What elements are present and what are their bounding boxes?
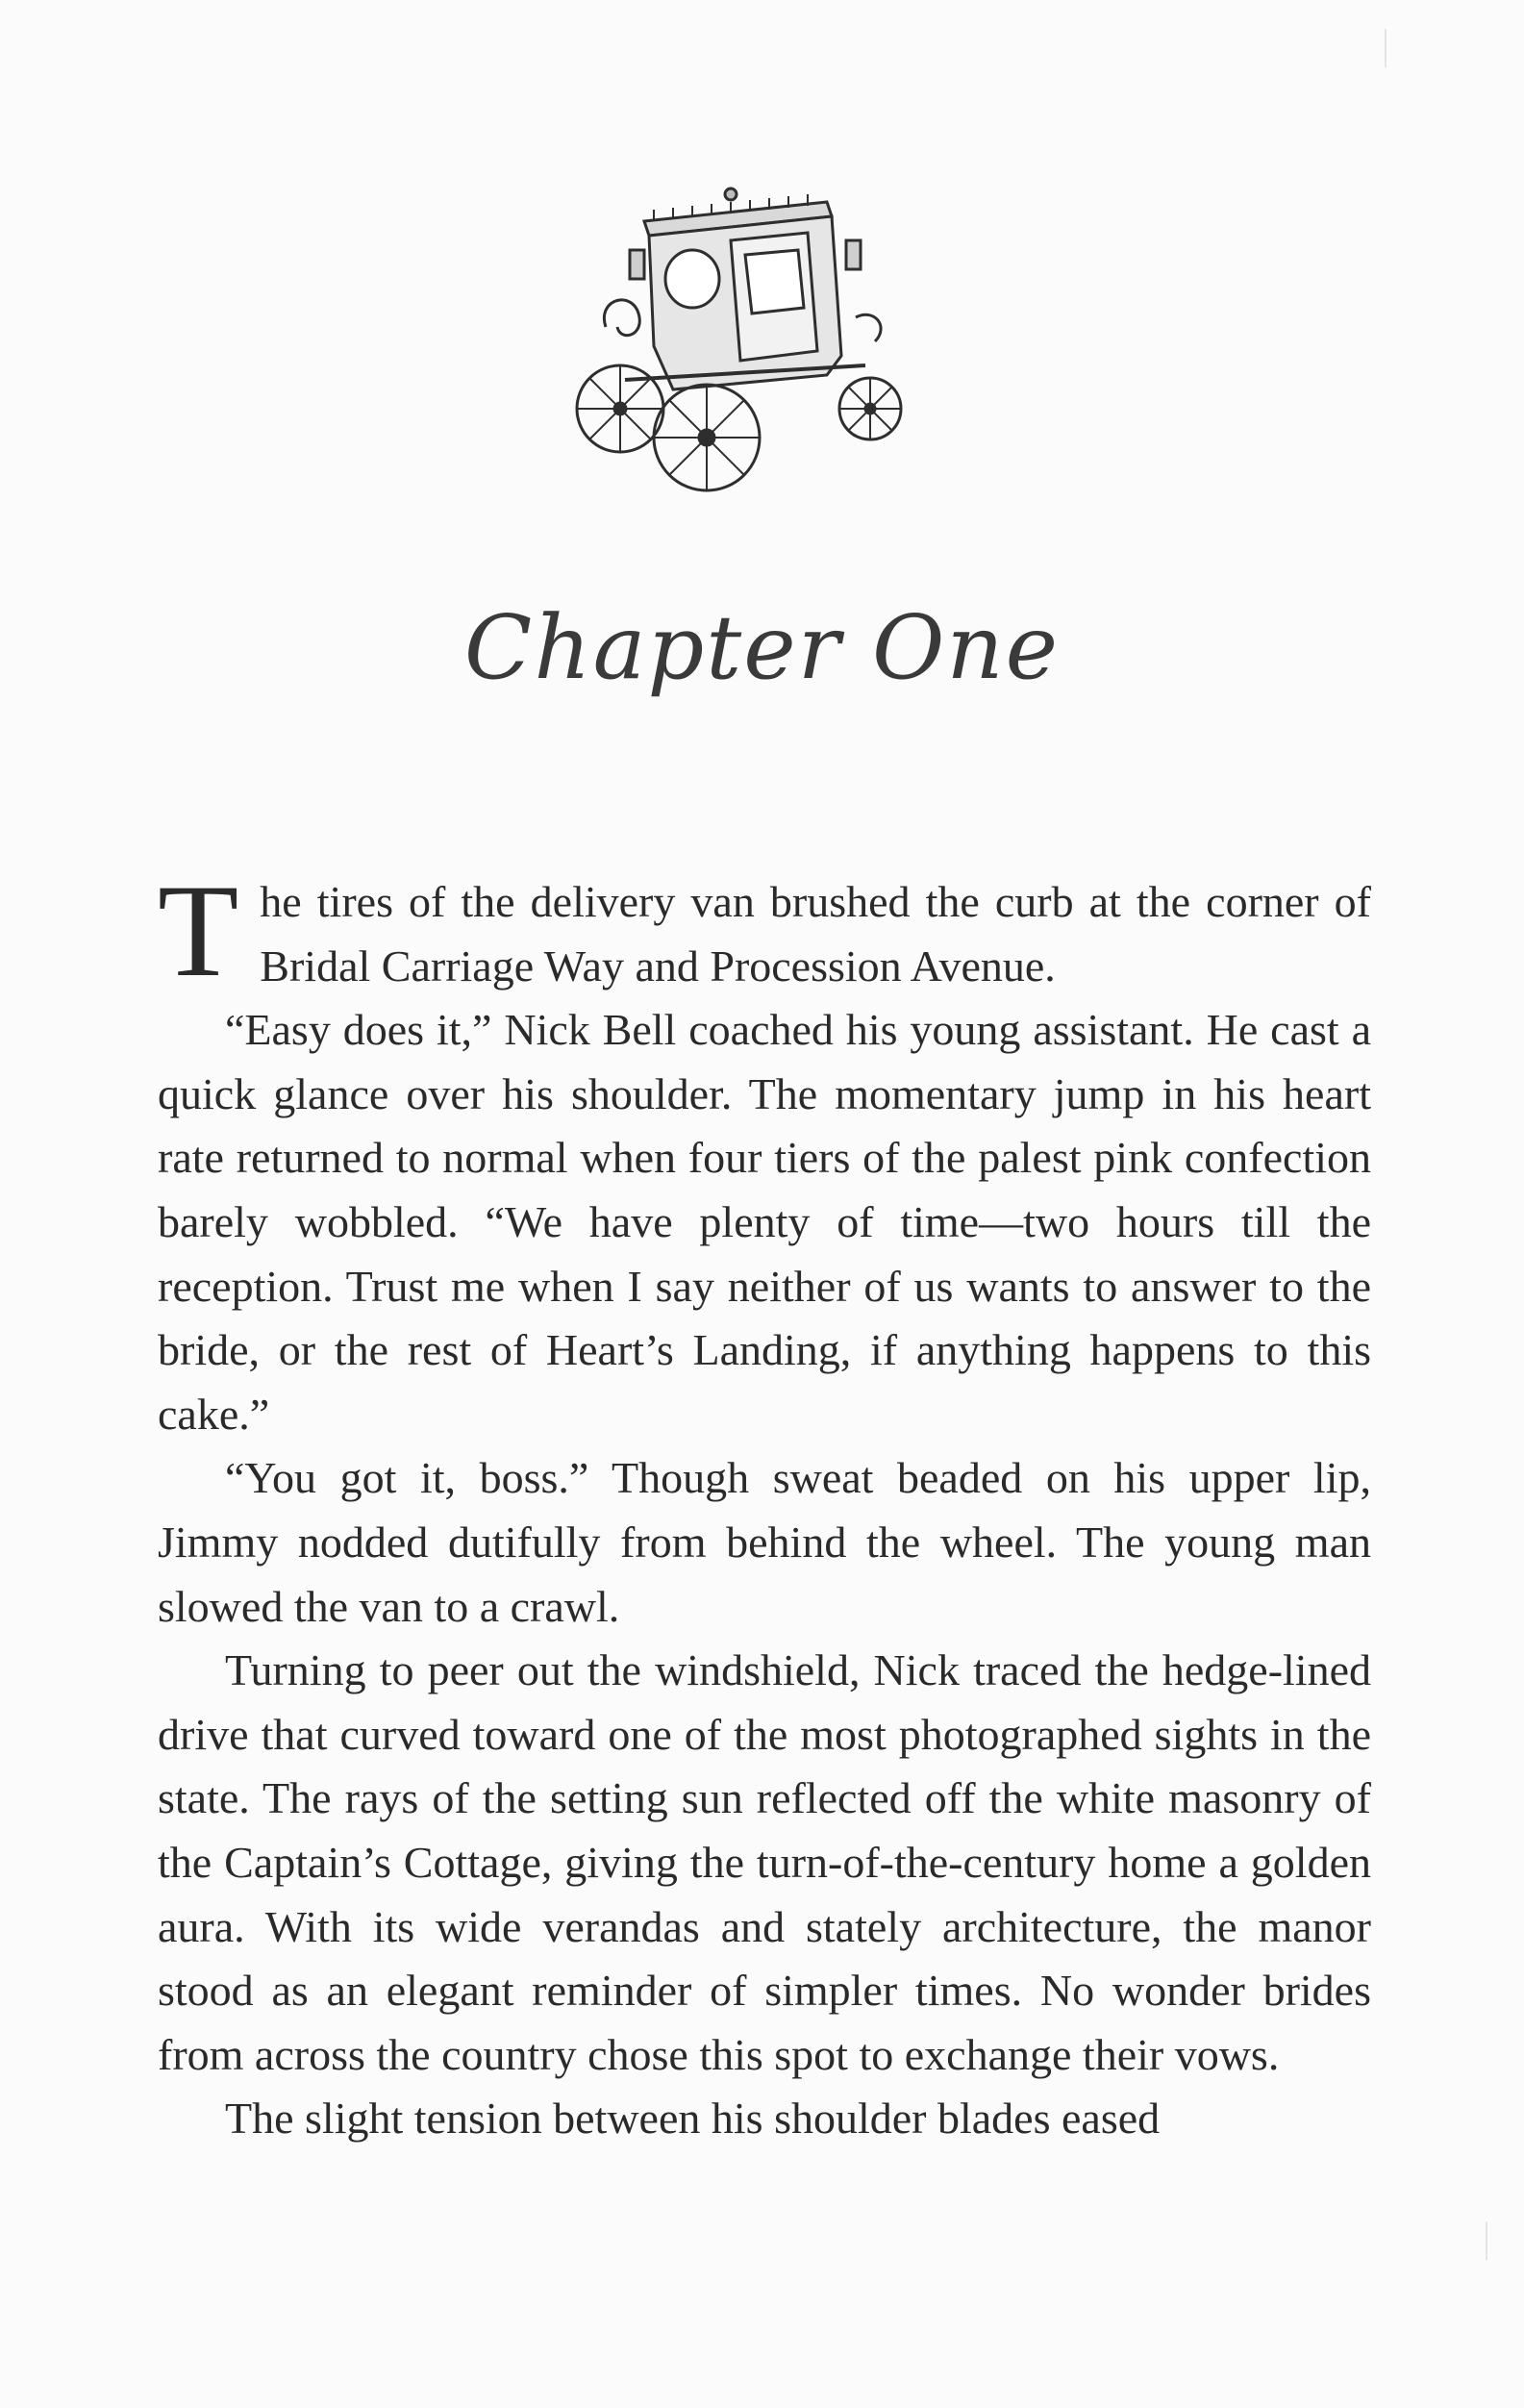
paragraph-5: The slight tension between his shoulder blades eased [225, 2094, 1161, 2144]
paragraph-4: Turning to peer out the windshield, Nick traced the hedge-lined drive that curved toward one of the most photographed sights in the state. The rays of the setting sun reflected off the white masonry of the Captain’s Cottage, giving the turn-of-the-century home a golden aura. With its wide verandas and stately architecture, the manor stood as an elegant reminder of simpler times. No wonder brides from across the country chose this spot to exchange their vows. [158, 1645, 1371, 2079]
horse-carriage-icon [538, 173, 942, 500]
paragraph-1 [158, 857, 1371, 1004]
scan-artifact [1486, 2221, 1487, 2260]
drop-cap: T [158, 857, 239, 1004]
paragraph-2: “Easy does it,” Nick Bell coached his young assistant. He cast a quick glance over his shoulder. The momentary jump in his heart rate returned to normal when four tiers of the palest pink confection barely wobbled. “We have plenty of time—two hours till the reception. Trust me when I say neither of us wants to answer to the bride, or the rest of Heart’s Landing, if anything happens to this cake.” [158, 1005, 1371, 1439]
paragraph-3: “You got it, boss.” Though sweat beaded on his upper lip, Jimmy nodded dutifully from behind the wheel. The young man slowed the van to a crawl. [158, 1453, 1371, 1631]
chapter-title: Chapter One [463, 596, 1061, 699]
paragraph-1-text: he tires of the delivery van brushed the curb at the corner of Bridal Carriage Way and Procession Avenue. [260, 877, 1371, 991]
chapter-body [158, 857, 1371, 2151]
scan-artifact [1385, 29, 1387, 67]
